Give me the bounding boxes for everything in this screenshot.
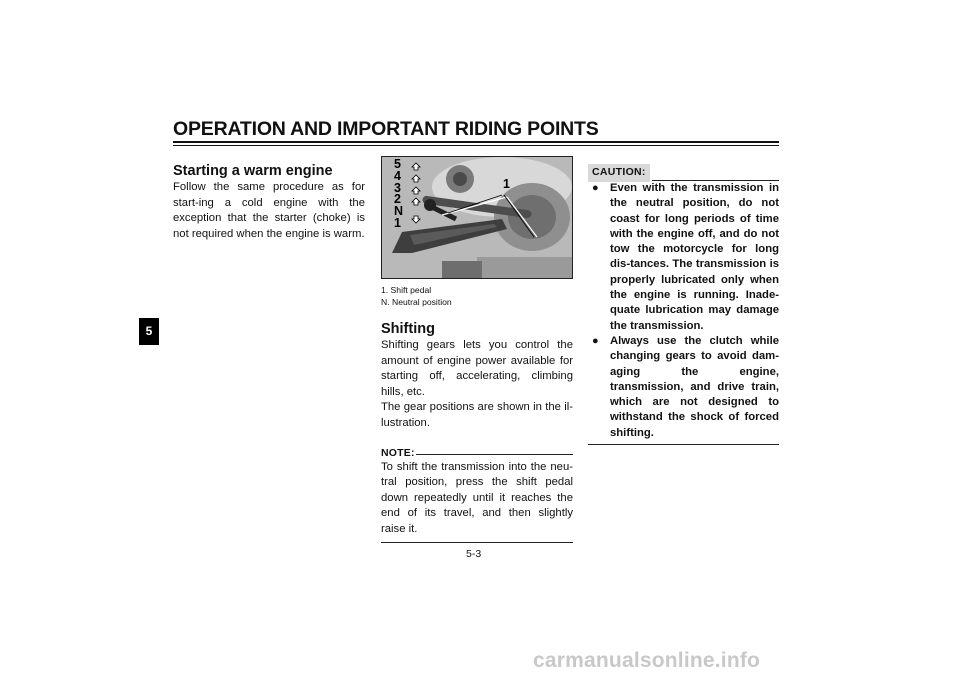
note-text: To shift the transmission into the neu-tral position, press the shift pedal down repeatedly until it reaches the end of its travel, and then slightly raise it. [381, 460, 573, 535]
callout-shift-pedal: 1 [503, 177, 510, 191]
gear-position-labels [394, 159, 424, 230]
column-3 [588, 164, 779, 445]
warm-engine-paragraph: Follow the same procedure as for start-ing a cold engine with the exception that the starter (choke) is not required when the engine is warm. [173, 181, 365, 240]
header-rule [173, 141, 779, 143]
caution-bottom-rule [588, 444, 779, 445]
watermark-text: carmanualsonline.info [533, 649, 761, 672]
gear-label-1: 1 [394, 215, 401, 230]
note-label: NOTE: [381, 446, 415, 459]
bullet-icon: ● [592, 334, 599, 347]
caution-label: CAUTION: [588, 164, 650, 182]
section-heading-warm-engine: Starting a warm engine [173, 163, 333, 179]
section-heading-shifting: Shifting [381, 321, 435, 337]
note-bottom-rule [381, 542, 573, 543]
gear-label-2: 2 [394, 192, 401, 207]
shifting-paragraph-1: Shifting gears lets you control the amount of engine power available for starting off, accelerating, climbing hills, etc. [381, 339, 573, 398]
gear-label-3: 3 [394, 180, 401, 195]
column-1 [173, 162, 365, 242]
caution-item [588, 334, 779, 441]
caption-neutral-position: N. Neutral position [381, 296, 452, 307]
chapter-tab: 5 [139, 318, 159, 345]
page-number: 5-3 [466, 548, 482, 560]
figure-caption [381, 285, 573, 308]
bullet-icon: ● [592, 182, 599, 194]
gear-label-4: 4 [394, 168, 401, 183]
caution-item [588, 181, 779, 334]
shifting-paragraph-2: The gear positions are shown in the il-lustration. [381, 401, 573, 429]
header-rule-thin [173, 145, 779, 146]
page-title: OPERATION AND IMPORTANT RIDING POINTS [173, 118, 599, 140]
gear-label-5: 5 [394, 157, 401, 171]
gear-label-neutral: N [394, 204, 404, 219]
caption-shift-pedal: 1. Shift pedal [381, 285, 432, 295]
caution-list [588, 181, 779, 441]
note-box [381, 446, 573, 543]
caution-item-text-1: Even with the transmission in the neutral position, do not coast for long periods of time with the engine off, and do not tow the motorcycle for long dis-tances. The transmission is properly lubricated only when the engine is running. Inade-quate lubrication may damage the transmission. [610, 182, 779, 332]
caution-item-text-2: Always use the clutch while changing gears to avoid dam-aging the engine, transmission, and drive train, which are not designed to withstand the shock of forced shifting. [610, 334, 779, 439]
note-rule [416, 454, 573, 455]
shift-pedal-figure [381, 156, 573, 279]
column-2 [381, 156, 573, 543]
